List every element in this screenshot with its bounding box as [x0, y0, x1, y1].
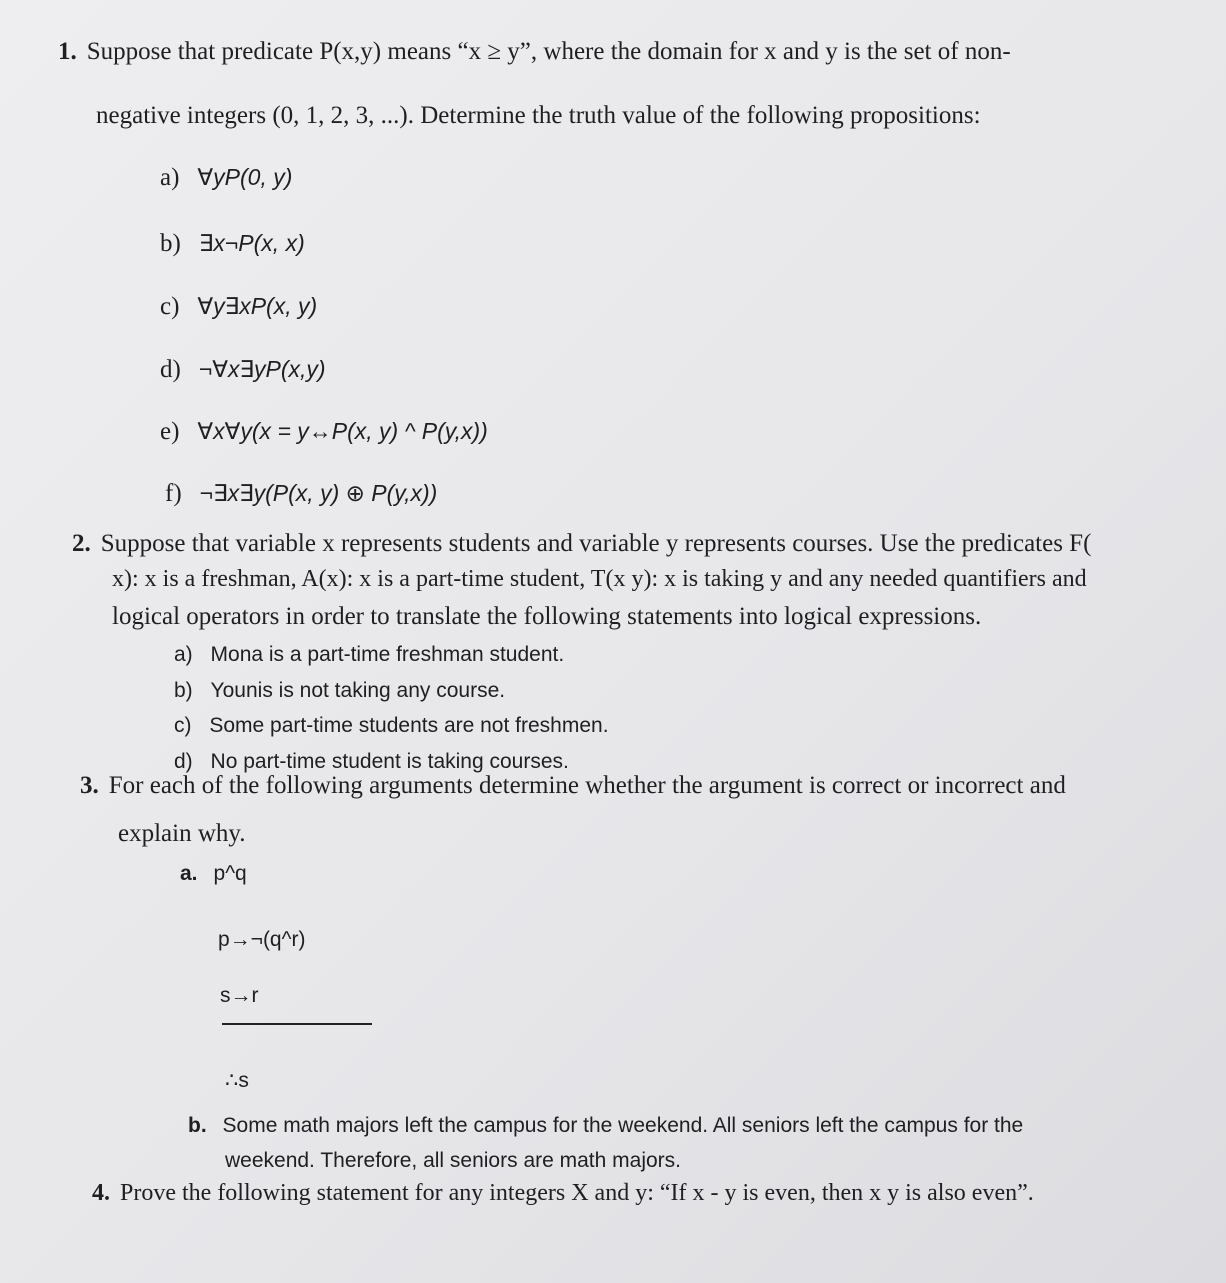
q2-item-label: b) [174, 679, 193, 702]
q1-text-line1: Suppose that predicate P(x,y) means “x ≥ y”, where the domain for x and y is the set of non- [86, 38, 1011, 65]
q3a-premise-1 [180, 862, 247, 886]
q1-item-label: d) [160, 356, 181, 383]
q2-item-d [174, 750, 569, 774]
q4-text: Prove the following statement for any integers X and y: “If x - y is even, then x y is also even”. [120, 1180, 1034, 1206]
q3b-label: b. [188, 1114, 207, 1137]
q2-item-label: d) [174, 750, 193, 773]
q1-item-d [160, 356, 326, 384]
q1-item-label: e) [160, 418, 180, 445]
q1-item-formula: ∀y∃xP(x, y) [197, 293, 318, 319]
q3b-line-1 [188, 1114, 1023, 1138]
q4-line [92, 1180, 1034, 1207]
q1-item-e [160, 418, 488, 446]
q3b-text-line1: Some math majors left the campus for the weekend. All seniors left the campus for the [222, 1114, 1024, 1137]
q1-item-formula: ∀x∀y(x = y↔P(x, y) ^ P(y,x)) [197, 418, 488, 444]
q3a-premise-3: s→r [220, 984, 259, 1007]
q2-item-label: a) [174, 643, 193, 666]
q3-text-line2: explain why. [118, 820, 246, 847]
q4-number: 4. [92, 1180, 110, 1206]
q3-number: 3. [80, 772, 99, 799]
q3a-premise-2: p→¬(q^r) [218, 928, 306, 951]
q1-item-label: a) [160, 164, 180, 191]
q1-item-formula: ¬∃x∃y(P(x, y) ⊕ P(y,x)) [199, 480, 438, 506]
q1-number: 1. [58, 38, 77, 65]
q1-item-formula: ∃x¬P(x, x) [198, 230, 305, 256]
q2-item-text: Younis is not taking any course. [210, 679, 506, 702]
q1-item-label: f) [165, 480, 182, 507]
q2-item-text: Some part-time students are not freshmen. [209, 714, 609, 737]
q2-item-a [174, 643, 564, 667]
q1-item-a [160, 164, 292, 192]
q2-item-label: c) [174, 714, 192, 737]
q3a-premise: p^q [213, 862, 247, 885]
q1-text-line2: negative integers (0, 1, 2, 3, ...). Determine the truth value of the following propositions: [96, 102, 981, 129]
q1-item-formula: ¬∀x∃yP(x,y) [198, 356, 326, 382]
q1-item-label: c) [160, 293, 180, 320]
q2-item-b [174, 679, 505, 703]
q2-text-line1: Suppose that variable x represents students and variable y represents courses. Use the predicates F( [100, 530, 1092, 557]
q3-line-1 [80, 772, 1066, 800]
q2-text-line2: x): x is a freshman, A(x): x is a part-time student, T(x y): x is taking y and any needed quantifiers and [112, 566, 1087, 592]
q3a-label: a. [180, 862, 198, 885]
q1-item-formula: ∀yP(0, y) [197, 164, 293, 190]
q1-item-b [160, 230, 305, 258]
argument-divider [222, 1023, 372, 1025]
q2-item-c [174, 714, 609, 738]
q3-text-line1: For each of the following arguments determine whether the argument is correct or incorrect and [108, 772, 1066, 799]
q1-item-f [165, 480, 437, 508]
q3a-conclusion: ∴s [225, 1069, 249, 1092]
q2-text-line3: logical operators in order to translate the following statements into logical expressions. [112, 603, 982, 630]
q2-item-text: No part-time student is taking courses. [210, 750, 569, 773]
q2-number: 2. [72, 530, 91, 557]
q2-item-text: Mona is a part-time freshman student. [210, 643, 565, 666]
q1-item-c [160, 293, 317, 321]
q3b-text-line2: weekend. Therefore, all seniors are math majors. [225, 1149, 681, 1172]
q2-line-1 [72, 530, 1091, 558]
q1-line-1 [58, 38, 1011, 66]
q1-item-label: b) [160, 230, 181, 257]
